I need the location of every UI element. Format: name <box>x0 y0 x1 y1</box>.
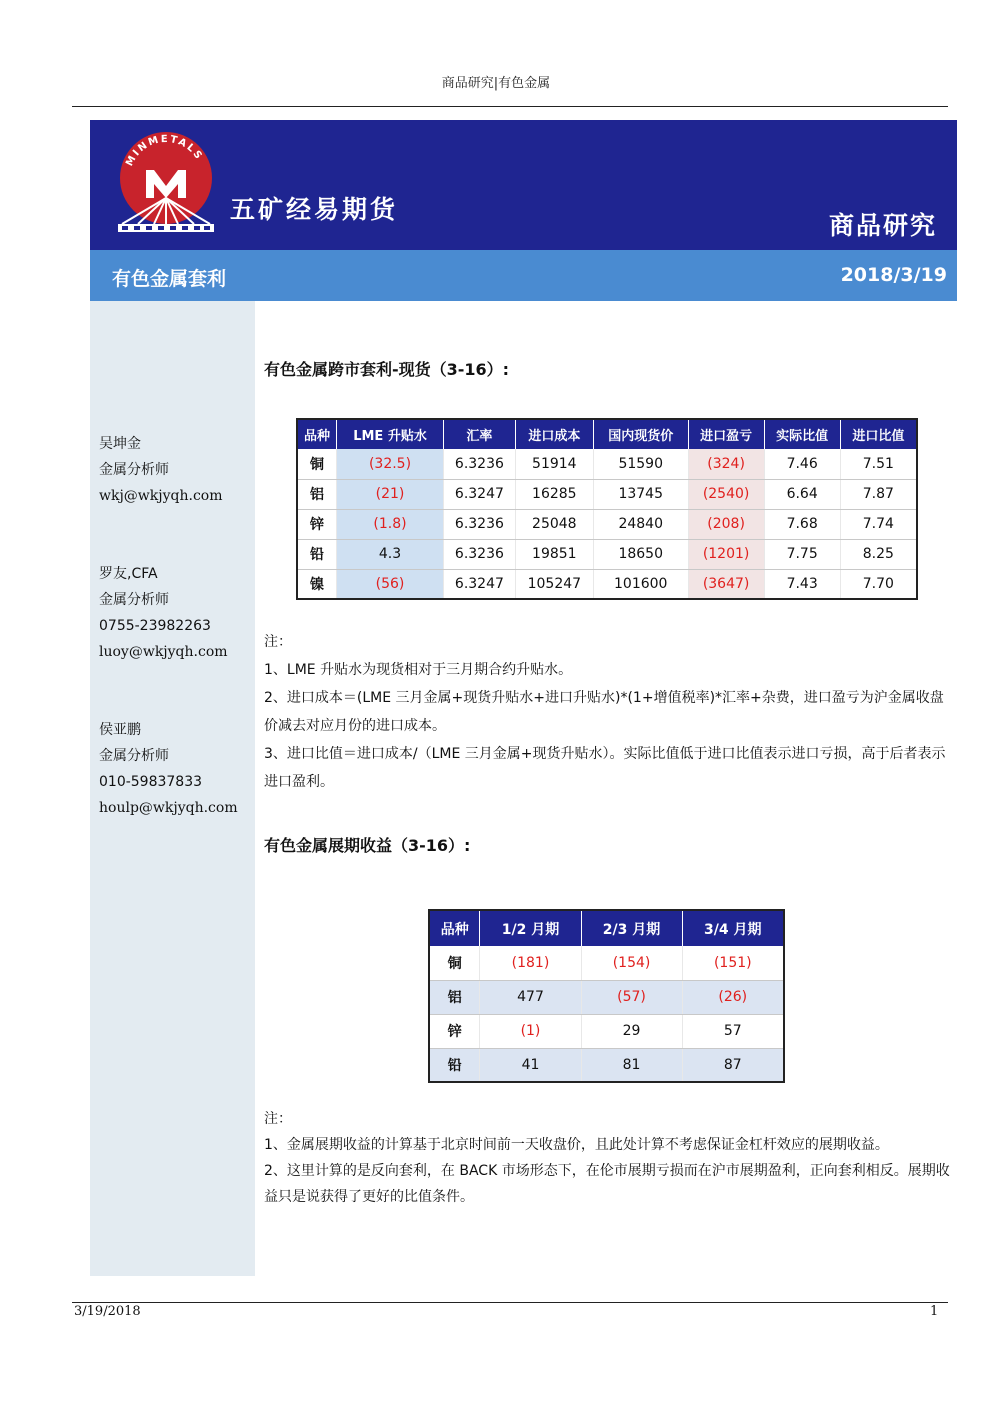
lme-cell: 4.3 <box>336 539 443 569</box>
analyst-title: 金属分析师 <box>99 748 169 764</box>
metal-cell: 铜 <box>297 449 336 479</box>
analyst-sidebar <box>90 301 255 1276</box>
table-row <box>429 980 784 1014</box>
table-row <box>429 1048 784 1082</box>
note-item: 2、进口成本＝(LME 三月金属+现货升贴水+进口升贴水)*(1+增值税率)*汇率+杂费，进口盈亏为沪金属收盘价减去对应月份的进口成本。 <box>264 690 944 734</box>
logo-text: MINMETALS <box>124 133 205 169</box>
cost-cell: 51914 <box>515 449 593 479</box>
profit-cell: (1201) <box>688 539 764 569</box>
minmetals-logo <box>116 132 216 232</box>
analyst-card <box>99 431 223 509</box>
table-row <box>297 569 917 599</box>
metal-cell: 铅 <box>297 539 336 569</box>
note-item: 1、金属展期收益的计算基于北京时间前一天收盘价，且此处计算不考虑保证金杠杆效应的展期收益。 <box>264 1137 889 1153</box>
m34-cell: 57 <box>682 1014 784 1048</box>
col-header: LME 升贴水 <box>336 419 443 449</box>
m12-cell: (1) <box>480 1014 581 1048</box>
report-date: 2018/3/19 <box>840 264 947 286</box>
rate-cell: 6.3236 <box>444 449 516 479</box>
spot-cell: 13745 <box>593 479 688 509</box>
section-title-arbitrage: 有色金属跨市套利-现货（3-16）: <box>264 360 510 379</box>
col-header: 进口成本 <box>515 419 593 449</box>
lme-cell: (1.8) <box>336 509 443 539</box>
cost-cell: 25048 <box>515 509 593 539</box>
report-type: 商品研究 <box>828 211 937 240</box>
col-header: 进口比值 <box>840 419 917 449</box>
import-ratio-cell: 7.70 <box>840 569 917 599</box>
m23-cell: 81 <box>581 1048 682 1082</box>
actual-ratio-cell: 7.43 <box>764 569 840 599</box>
m12-cell: 477 <box>480 980 581 1014</box>
col-header: 实际比值 <box>764 419 840 449</box>
report-banner <box>90 120 957 250</box>
analyst-phone: 0755-23982263 <box>99 618 211 634</box>
section-title-rollover: 有色金属展期收益（3-16）: <box>264 836 471 855</box>
cost-cell: 19851 <box>515 539 593 569</box>
analyst-email[interactable]: houlp@wkjyqh.com <box>99 800 238 816</box>
rate-cell: 6.3247 <box>444 479 516 509</box>
metal-cell: 铝 <box>429 980 480 1014</box>
company-name: 五矿经易期货 <box>230 195 399 224</box>
topic-bar <box>90 250 957 301</box>
footer-rule <box>72 1302 948 1303</box>
spot-cell: 18650 <box>593 539 688 569</box>
spot-cell: 24840 <box>593 509 688 539</box>
col-header: 2/3 月期 <box>581 910 682 946</box>
note-item: 2、这里计算的是反向套利，在 BACK 市场形态下，在伦市展期亏损而在沪市展期盈利，正向套利相反。展期收益只是说获得了更好的比值条件。 <box>264 1163 950 1205</box>
m34-cell: (151) <box>682 946 784 980</box>
rate-cell: 6.3236 <box>444 539 516 569</box>
m23-cell: (57) <box>581 980 682 1014</box>
m12-cell: 41 <box>480 1048 581 1082</box>
actual-ratio-cell: 6.64 <box>764 479 840 509</box>
metal-cell: 铅 <box>429 1048 480 1082</box>
footer-date: 3/19/2018 <box>74 1304 141 1319</box>
actual-ratio-cell: 7.75 <box>764 539 840 569</box>
table-row <box>297 509 917 539</box>
cost-cell: 16285 <box>515 479 593 509</box>
analyst-phone: 010-59837833 <box>99 774 203 790</box>
lme-cell: (32.5) <box>336 449 443 479</box>
import-ratio-cell: 7.51 <box>840 449 917 479</box>
table-row <box>297 539 917 569</box>
cost-cell: 105247 <box>515 569 593 599</box>
profit-cell: (2540) <box>688 479 764 509</box>
col-header: 国内现货价 <box>593 419 688 449</box>
analyst-name: 侯亚鹏 <box>99 722 141 738</box>
notes-label: 注： <box>264 1111 292 1127</box>
note-item: 3、进口比值＝进口成本/（LME 三月金属+现货升贴水）。实际比值低于进口比值表示进口亏损，高于后者表示进口盈利。 <box>264 746 946 790</box>
table-header-row <box>429 910 784 946</box>
analyst-email[interactable]: wkj@wkjyqh.com <box>99 488 223 504</box>
m23-cell: (154) <box>581 946 682 980</box>
metal-cell: 铝 <box>297 479 336 509</box>
analyst-card <box>99 561 228 665</box>
metal-cell: 锌 <box>297 509 336 539</box>
actual-ratio-cell: 7.68 <box>764 509 840 539</box>
col-header: 进口盈亏 <box>688 419 764 449</box>
lme-cell: (21) <box>336 479 443 509</box>
analyst-title: 金属分析师 <box>99 592 169 608</box>
col-header: 汇率 <box>444 419 516 449</box>
table-row <box>429 946 784 980</box>
m34-cell: 87 <box>682 1048 784 1082</box>
arbitrage-notes <box>264 628 954 796</box>
profit-cell: (3647) <box>688 569 764 599</box>
import-ratio-cell: 7.74 <box>840 509 917 539</box>
table-row <box>429 1014 784 1048</box>
rollover-table <box>428 909 785 1083</box>
analyst-title: 金属分析师 <box>99 462 169 478</box>
m23-cell: 29 <box>581 1014 682 1048</box>
import-ratio-cell: 8.25 <box>840 539 917 569</box>
arbitrage-table <box>296 418 918 600</box>
header-rule <box>72 106 948 107</box>
table-header-row <box>297 419 917 449</box>
analyst-name: 罗友,CFA <box>99 566 158 582</box>
actual-ratio-cell: 7.46 <box>764 449 840 479</box>
col-header: 3/4 月期 <box>682 910 784 946</box>
notes-label: 注： <box>264 634 292 650</box>
col-header: 1/2 月期 <box>480 910 581 946</box>
rollover-notes <box>264 1106 954 1210</box>
page-number: 1 <box>930 1304 939 1319</box>
metal-cell: 铜 <box>429 946 480 980</box>
note-item: 1、LME 升贴水为现货相对于三月期合约升贴水。 <box>264 662 573 678</box>
rate-cell: 6.3247 <box>444 569 516 599</box>
metal-cell: 镍 <box>297 569 336 599</box>
col-header: 品种 <box>297 419 336 449</box>
analyst-email[interactable]: luoy@wkjyqh.com <box>99 644 228 660</box>
analyst-card <box>99 717 238 821</box>
lme-cell: (56) <box>336 569 443 599</box>
import-ratio-cell: 7.87 <box>840 479 917 509</box>
profit-cell: (324) <box>688 449 764 479</box>
report-topic: 有色金属套利 <box>112 268 227 290</box>
col-header: 品种 <box>429 910 480 946</box>
m34-cell: (26) <box>682 980 784 1014</box>
metal-cell: 锌 <box>429 1014 480 1048</box>
running-header: 商品研究|有色金属 <box>441 76 551 91</box>
table-row <box>297 479 917 509</box>
analyst-name: 吴坤金 <box>99 436 141 452</box>
spot-cell: 101600 <box>593 569 688 599</box>
m12-cell: (181) <box>480 946 581 980</box>
rate-cell: 6.3236 <box>444 509 516 539</box>
table-row <box>297 449 917 479</box>
spot-cell: 51590 <box>593 449 688 479</box>
profit-cell: (208) <box>688 509 764 539</box>
